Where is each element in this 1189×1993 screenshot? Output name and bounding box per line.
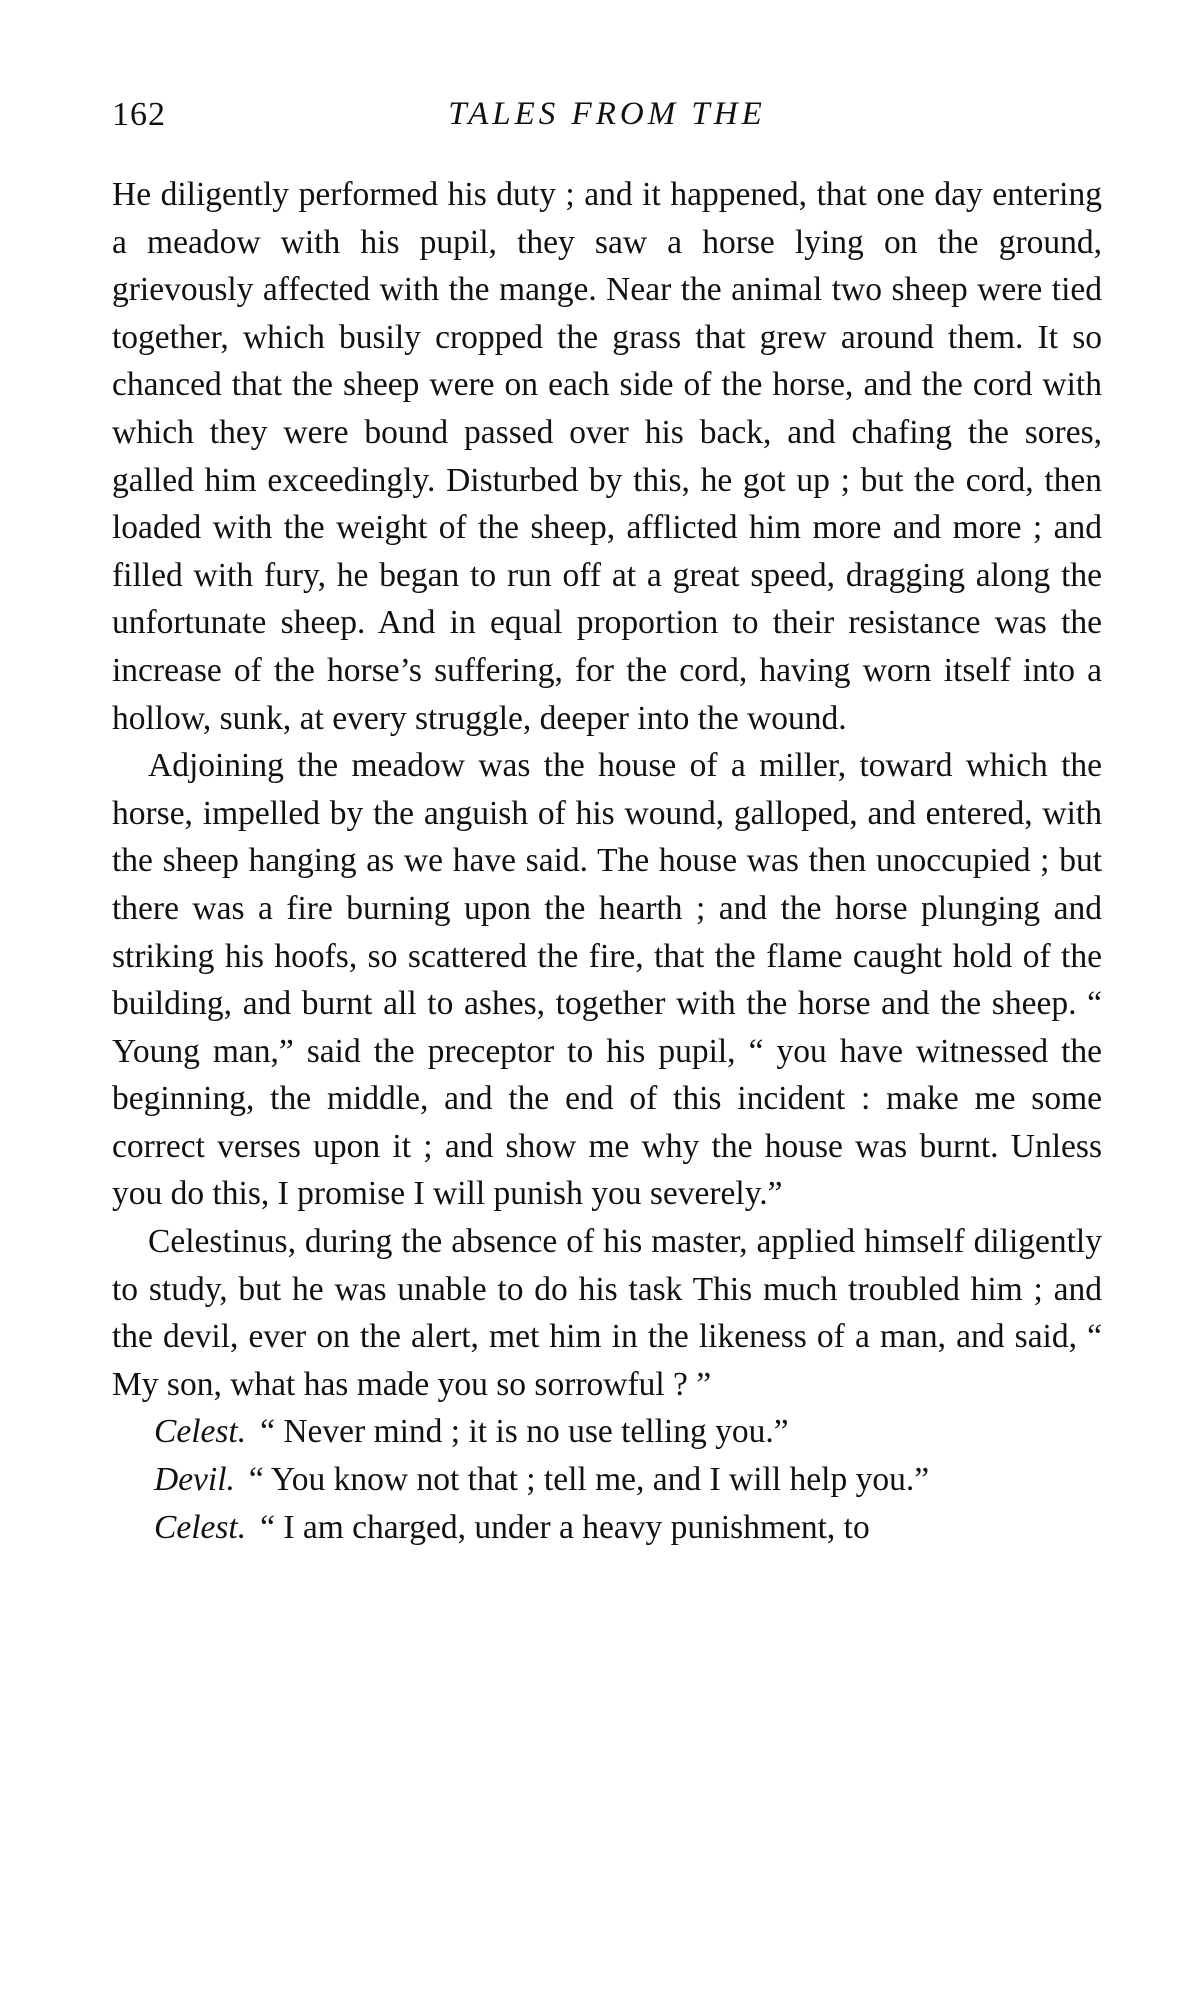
paragraph-celestinus: Celestinus, during the absence of his master, applied himself diligently to study, but he was unable to do his task This much troubled him ; and the devil, ever on the alert, met him in the likeness of a man, and said, “ My son, what has made you so sorrowful ? ” — [112, 1223, 1102, 1403]
page-header — [112, 96, 1102, 136]
speaker-label: Celest. — [154, 1413, 247, 1451]
dialogue-line — [112, 1456, 1102, 1504]
dialogue-text: “ You know not that ; tell me, and I will help you.” — [248, 1461, 930, 1499]
page-number: 162 — [112, 96, 166, 133]
dialogue-text: “ Never mind ; it is no use telling you.” — [260, 1413, 789, 1451]
paragraph-miller-house: Adjoining the meadow was the house of a miller, toward which the horse, impelled by the anguish of his wound, galloped, and entered, with the sheep hanging as we have said. The house was then unoccupied ; but there was a fire burning upon the hearth ; and the horse plunging and striking his hoofs, so scattered the fire, that the flame caught hold of the building, and burnt all to ashes, together with the horse and the sheep. “ Young man,” said the preceptor to his pupil, “ you have witnessed the beginning, the middle, and the end of this incident : make me some correct verses upon it ; and show me why the house was burnt. Unless you do this, I promise I will punish you severely.” — [112, 747, 1102, 1213]
paragraph-horse-and-sheep: He diligently performed his duty ; and it happened, that one day entering a meadow with his pupil, they saw a horse lying on the ground, grievously affected with the mange. Near the animal two sheep were tied together, which busily cropped the grass that grew around them. It so chanced that the sheep were on each side of the horse, and the cord with which they were bound passed over his back, and chafing the sores, galled him exceedingly. Disturbed by this, he got up ; but the cord, then loaded with the weight of the sheep, afflicted him more and more ; and filled with fury, he began to run off at a great speed, dragging along the unfortunate sheep. And in equal proportion to their resistance was the increase of the horse’s suffering, for the cord, having worn itself into a hollow, sunk, at every struggle, deeper into the wound. — [112, 176, 1102, 737]
dialogue-line — [112, 1408, 1102, 1456]
speaker-label: Celest. — [154, 1508, 247, 1546]
dialogue-line — [112, 1504, 1102, 1552]
speaker-label: Devil. — [154, 1461, 235, 1499]
running-title: TALES FROM THE — [448, 96, 766, 132]
body-text — [112, 171, 1102, 1551]
dialogue-text: “ I am charged, under a heavy punishment, to — [260, 1508, 870, 1546]
